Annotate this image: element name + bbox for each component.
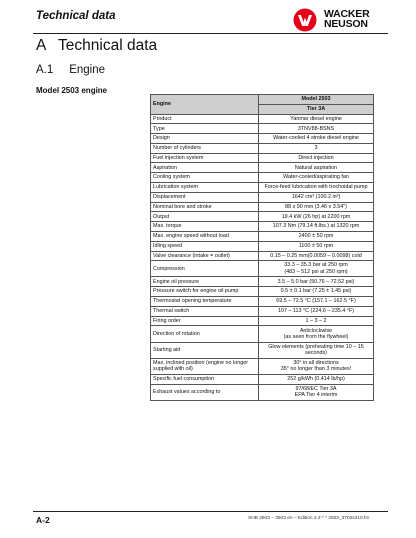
spec-value: 97/68/EC Tier 3A EPA Tier 4 interim [259,384,374,400]
subsection-title-text: Engine [69,64,106,76]
table-row [151,358,374,374]
spec-label: Thermal switch [151,306,259,316]
spec-label: Aspiration [151,163,259,173]
table-row [151,124,374,134]
spec-label: Product [151,114,259,124]
spec-value: 33.3 – 35.3 bar at 250 rpm (483 – 512 psi at 250 rpm) [259,261,374,277]
spec-value: Water-cooled 4 stroke diesel engine [259,134,374,144]
model-caption: Model 2503 engine [36,86,108,95]
spec-label: Displacement [151,192,259,202]
spec-label: Max. engine speed without load [151,231,259,241]
spec-value: Water-cooled/aspirating fan [259,173,374,183]
spec-label: Cooling system [151,173,259,183]
spec-value: 0.5 ± 0.1 bar (7.25 ± 1.45 psi) [259,287,374,297]
wacker-neuson-logo-icon [293,8,317,32]
spec-label: Number of cylinders [151,143,259,153]
table-row [151,143,374,153]
subsection-number: A.1 [36,64,54,76]
section-title [36,37,157,55]
spec-value: 30° in all directions 35° no longer than 3 minutes! [259,358,374,374]
spec-value: Glow elements (preheating time 10 – 15 seconds) [259,342,374,358]
spec-label: Pressure switch for engine oil pump [151,287,259,297]
spec-value: 2400 ± 50 rpm [259,231,374,241]
table-header-model: Model 2503 [259,95,374,105]
table-row [151,374,374,384]
table-row [151,384,374,400]
engine-spec-table [150,94,374,401]
spec-value: Natural aspiration [259,163,374,173]
document-reference: SHB 2503 – 3503 en – Edition 2.3 * * 2503_3702s210.fm [248,516,370,521]
table-row [151,287,374,297]
spec-value: 3TNV88-BSNS [259,124,374,134]
page-number: A-2 [36,515,50,525]
table-header-label: Engine [151,95,259,115]
table-row [151,326,374,342]
table-row [151,183,374,193]
spec-value: 0.15 – 0.25 mm(0.0059 – 0.0098) cold [259,251,374,261]
spec-value: 107.3 Nm (79.14 ft.lbs.) at 1320 rpm [259,222,374,232]
spec-value: 1 – 3 – 2 [259,316,374,326]
table-header-row [151,95,374,105]
table-row [151,306,374,316]
table-header-tier: Tier 3A [259,104,374,114]
section-title-text: Technical data [58,37,158,54]
footer-divider [33,511,388,512]
table-row [151,222,374,232]
spec-label: Idling speed [151,241,259,251]
table-row [151,261,374,277]
table-row [151,241,374,251]
table-row [151,202,374,212]
spec-value: 107 – 113 °C (224.6 – 235.4 °F) [259,306,374,316]
table-body [151,114,374,400]
spec-label: Direction of rotation [151,326,259,342]
spec-label: Firing order [151,316,259,326]
spec-value: Force-feed lubrication with trochoidal pump [259,183,374,193]
table-row [151,251,374,261]
table-row [151,134,374,144]
page-header [0,0,416,36]
spec-label: Max. inclined position (engine no longer supplied with oil) [151,358,259,374]
spec-label: Valve clearance (intake = outlet) [151,251,259,261]
spec-value: Direct injection [259,153,374,163]
table-row [151,114,374,124]
table-row [151,277,374,287]
spec-label: Thermostat opening temperature [151,297,259,307]
spec-label: Type [151,124,259,134]
spec-label: Design [151,134,259,144]
spec-value: 1100 ± 50 rpm [259,241,374,251]
table-row [151,342,374,358]
spec-label: Max. torque [151,222,259,232]
spec-label: Nominal bore and stroke [151,202,259,212]
table-row [151,231,374,241]
table-row [151,212,374,222]
table-row [151,192,374,202]
table-row [151,297,374,307]
spec-value: Anticlockwise (as seen from the flywheel) [259,326,374,342]
spec-value: 88 x 90 mm (3.46 x 3.54") [259,202,374,212]
table-row [151,153,374,163]
section-letter: A [36,37,47,54]
table-row [151,163,374,173]
spec-label: Lubrication system [151,183,259,193]
spec-value: 3.5 – 5.0 bar (50.76 – 72.52 psi) [259,277,374,287]
spec-label: Compression [151,261,259,277]
spec-value: 69.5 – 72.5 °C (157.1 – 162.5 °F) [259,297,374,307]
brand-name-line2: NEUSON [324,18,368,30]
spec-label: Fuel injection system [151,153,259,163]
spec-value: 3 [259,143,374,153]
spec-value: 19.4 kW (26 hp) at 2200 rpm [259,212,374,222]
brand-name-line1: WACKER [324,8,370,20]
spec-value: Yanmar diesel engine [259,114,374,124]
table-row [151,316,374,326]
spec-label: Engine oil pressure [151,277,259,287]
table-row [151,173,374,183]
spec-value: 1642 cm³ (100.2 in³) [259,192,374,202]
spec-label: Exhaust values according to [151,384,259,400]
spec-label: Specific fuel consumption [151,374,259,384]
subsection-title [36,64,105,76]
spec-label: Output [151,212,259,222]
header-divider [33,33,388,34]
spec-label: Starting aid [151,342,259,358]
spec-value: 252 g/kWh (0.414 lb/hp) [259,374,374,384]
header-title: Technical data [36,10,116,22]
